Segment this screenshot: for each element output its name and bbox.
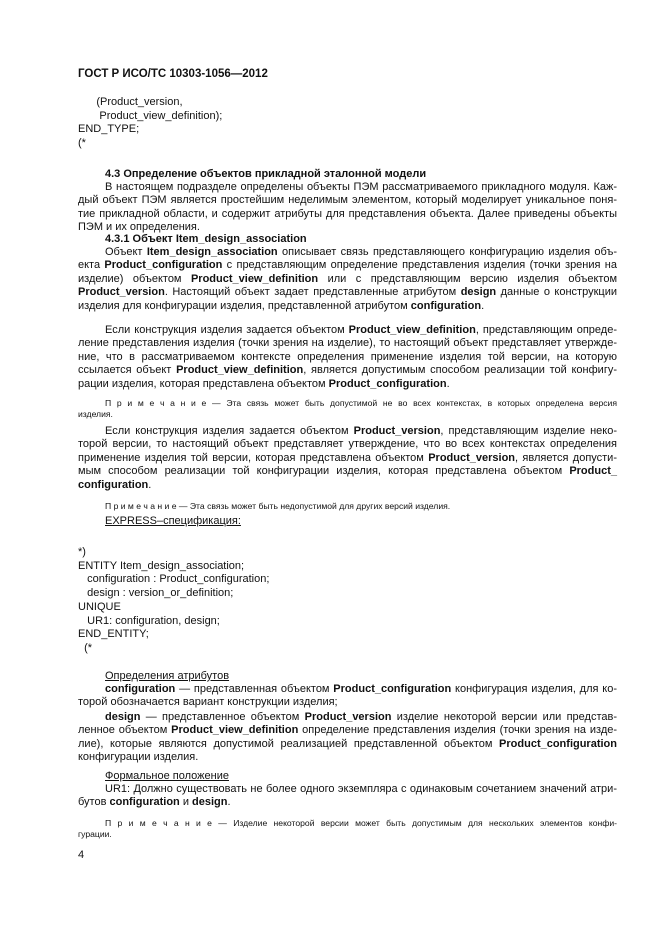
text-run: лие), которые являются допустимой реализацией представленной объектом — [78, 737, 500, 750]
standard-title: ГОСТ Р ИСО/ТС 10303-1056—2012 — [78, 68, 268, 80]
text-run: гурации. — [78, 828, 112, 839]
bold-term: Product_ — [569, 465, 617, 478]
text-line — [78, 560, 617, 574]
text-line — [78, 711, 617, 724]
page-footer — [78, 849, 617, 862]
bold-term: Product_configuration — [328, 377, 447, 390]
bold-term: Product_version — [78, 286, 165, 299]
bold-term: configuration — [105, 683, 176, 695]
text-line — [78, 351, 617, 364]
bold-term: configuration — [109, 796, 180, 809]
text-line — [78, 796, 617, 809]
text-run: (Product_version, — [78, 96, 183, 108]
text-run: Объект — [105, 246, 147, 258]
text-run: данные о конструкции — [496, 286, 617, 299]
bold-term: design — [192, 796, 228, 809]
text-line — [78, 546, 617, 560]
text-line — [78, 465, 617, 478]
text-run: . — [481, 299, 485, 312]
text-run: торой обозначается вариант конструкции изделия; — [78, 696, 338, 709]
page-number: 4 — [78, 849, 85, 861]
text-run: применение изделия той версии, которая представлена объектом — [78, 451, 429, 464]
bold-term: Product_version — [304, 711, 392, 723]
text-run: изделия. — [78, 408, 113, 419]
note — [78, 398, 617, 419]
text-line — [105, 770, 644, 783]
bold-term: Product_view_definition — [176, 364, 304, 377]
text-run: . — [227, 796, 231, 809]
text-run: ПЭМ и их определения. — [78, 221, 200, 234]
text-run: configuration : Product_configuration; — [78, 573, 270, 586]
text-run: . Настоящий объект задает представленные атрибутом — [164, 286, 461, 299]
text-run: UNIQUE — [78, 600, 121, 613]
text-line — [78, 438, 617, 451]
text-run: П р и м е ч а н и е — Изделие некоторой версии может быть допустимым для нескольких элементов конфи- — [105, 818, 617, 828]
text-line — [78, 208, 617, 221]
text-line — [78, 409, 617, 420]
text-line — [78, 337, 617, 350]
text-run: бутов — [78, 796, 110, 809]
section-heading — [78, 233, 644, 246]
text-run: (* — [78, 137, 86, 150]
text-line — [105, 670, 644, 683]
bold-term: design — [105, 711, 141, 723]
text-line — [78, 110, 617, 124]
text-run: Если конструкция изделия задается объектом — [105, 324, 349, 336]
text-line — [78, 829, 617, 840]
underlined-subheading — [78, 515, 644, 528]
text-line — [78, 137, 617, 151]
text-line — [78, 246, 617, 259]
text-run: рации изделия, которая представлена объектом — [78, 377, 329, 390]
paragraph — [78, 783, 617, 810]
code-block — [78, 546, 617, 656]
text-run: . — [148, 478, 152, 491]
text-run: изделия для конфигурации изделия, представленной атрибутом — [78, 299, 411, 312]
text-run: Определения атрибутов — [105, 670, 230, 682]
section-heading — [78, 168, 644, 181]
text-run: 4.3.1 Объект Item_design_association — [105, 233, 307, 245]
bold-term: Item_design_association — [146, 246, 278, 258]
text-run: П р и м е ч а н и е — Эта связь может быть недопустимой для других версий изделия. — [105, 501, 451, 511]
text-run: П р и м е ч а н и е — Эта связь может быть допустимой не во всех контекстах, в которых определена версия — [105, 398, 617, 408]
text-run: с представляющим определение представления изделия (точки зрения на — [222, 259, 617, 272]
text-line — [78, 783, 617, 796]
text-run: описывает связь представляющего конфигурацию изделия объ- — [277, 246, 617, 258]
text-line — [78, 751, 617, 764]
text-line — [78, 398, 617, 409]
text-line — [78, 573, 617, 587]
paragraph — [78, 246, 617, 313]
paragraph — [78, 181, 617, 235]
text-run: Формальное положение — [105, 770, 229, 782]
text-run: и — [179, 796, 193, 809]
paragraph — [78, 711, 617, 765]
text-run: UR1: configuration, design; — [78, 614, 220, 627]
text-line — [78, 273, 617, 286]
text-line — [78, 501, 617, 512]
text-line — [78, 259, 617, 272]
text-run: Product_view_definition); — [78, 109, 223, 122]
text-run: UR1: Должно существовать не более одного экземпляра с одинаковым сочетанием значений атри- — [105, 783, 617, 795]
text-run: ENTITY Item_design_association; — [78, 559, 245, 572]
text-run: тие прикладной области, и содержит атрибуты для представления объекта. Далее приведены объекты — [78, 207, 617, 220]
text-run: EXPRESS–спецификация: — [105, 515, 241, 527]
paragraph — [78, 425, 617, 492]
text-run: конфигурация изделия, для ко- — [451, 683, 617, 695]
text-run: — представленная объектом — [175, 683, 334, 695]
document-header — [78, 68, 617, 81]
text-line — [78, 587, 617, 601]
bold-term: Product_configuration — [333, 683, 452, 695]
text-run: END_ENTITY; — [78, 628, 149, 641]
text-line — [78, 364, 617, 377]
text-line — [78, 425, 617, 438]
text-run: изделие) объектом — [78, 272, 191, 285]
text-run: . — [446, 377, 450, 390]
text-line — [78, 479, 617, 492]
text-line — [78, 286, 617, 299]
text-run: , является допустимым способом реализации той конфигу- — [303, 364, 617, 377]
text-line — [105, 233, 644, 246]
text-run: изделие некоторой версии или представ- — [391, 711, 618, 723]
text-line — [78, 96, 617, 110]
text-run: ние, что в рассматриваемом контексте определения применение изделия той версии, на которую — [78, 350, 617, 363]
bold-term: Product_configuration — [499, 737, 617, 750]
text-run: конфигурации изделия. — [78, 751, 199, 764]
text-line — [78, 601, 617, 615]
text-run: или с представляющим версию изделия объектом — [318, 272, 618, 285]
paragraph — [78, 324, 617, 391]
paragraph — [78, 683, 617, 710]
text-run: екта — [78, 259, 105, 272]
bold-term: design — [460, 286, 497, 299]
text-run: мым способом реализации той конфигурации изделия, которая представлена объектом — [78, 465, 570, 478]
text-line — [78, 300, 617, 313]
text-line — [78, 324, 617, 337]
text-line — [78, 683, 617, 696]
note — [78, 501, 617, 512]
text-line — [78, 123, 617, 137]
text-run: Если конструкция изделия задается объектом — [105, 425, 354, 437]
text-line — [78, 452, 617, 465]
text-line — [78, 724, 617, 737]
text-line — [78, 181, 617, 194]
bold-term: configuration — [78, 478, 149, 491]
text-run: торой версии, то настоящий объект представляет утверждение, что во всех контекстах определения — [78, 438, 617, 451]
bold-term: Product_view_definition — [171, 724, 299, 737]
note — [78, 818, 617, 839]
text-run: design : version_or_definition; — [78, 587, 234, 600]
text-run: , представляющим изделие неко- — [440, 425, 618, 437]
bold-term: Product_view_definition — [348, 324, 476, 336]
text-line — [105, 515, 644, 528]
text-run: *) — [78, 546, 86, 558]
underlined-subheading — [78, 670, 644, 683]
text-run: (* — [78, 641, 93, 654]
text-line — [78, 642, 617, 656]
text-run: ссылается объект — [78, 364, 177, 377]
text-run: В настоящем подразделе определены объекты ПЭМ рассматриваемого прикладного модуля. Каж- — [105, 181, 617, 193]
text-run: ление представления изделия (точки зрения на изделие), то настоящий объект представляет утвержде- — [78, 337, 617, 350]
text-line — [78, 738, 617, 751]
text-run: ленное объектом — [78, 724, 172, 737]
bold-term: Product_version — [428, 451, 516, 464]
bold-term: Product_version — [353, 425, 441, 437]
text-run: определение представления изделия (точки зрения на изде- — [298, 724, 618, 737]
text-run: , представляющим опреде- — [475, 324, 618, 336]
text-run: дый объект ПЭМ является простейшим неделимым элементом, который моделирует уникальное поня- — [78, 194, 617, 207]
text-line — [78, 628, 617, 642]
text-run: 4.3 Определение объектов прикладной эталонной модели — [105, 168, 427, 180]
text-run: END_TYPE; — [78, 123, 140, 136]
text-line — [78, 696, 617, 709]
text-line — [78, 615, 617, 629]
bold-term: configuration — [410, 299, 482, 312]
text-line — [78, 194, 617, 207]
text-line — [78, 818, 617, 829]
code-block — [78, 96, 617, 151]
bold-term: Product_configuration — [104, 259, 223, 272]
bold-term: Product_view_definition — [190, 272, 319, 285]
text-line — [78, 378, 617, 391]
text-run: , является допусти- — [515, 451, 617, 464]
underlined-subheading — [78, 770, 644, 783]
text-run: — представленное объектом — [140, 711, 305, 723]
text-line — [105, 168, 644, 181]
